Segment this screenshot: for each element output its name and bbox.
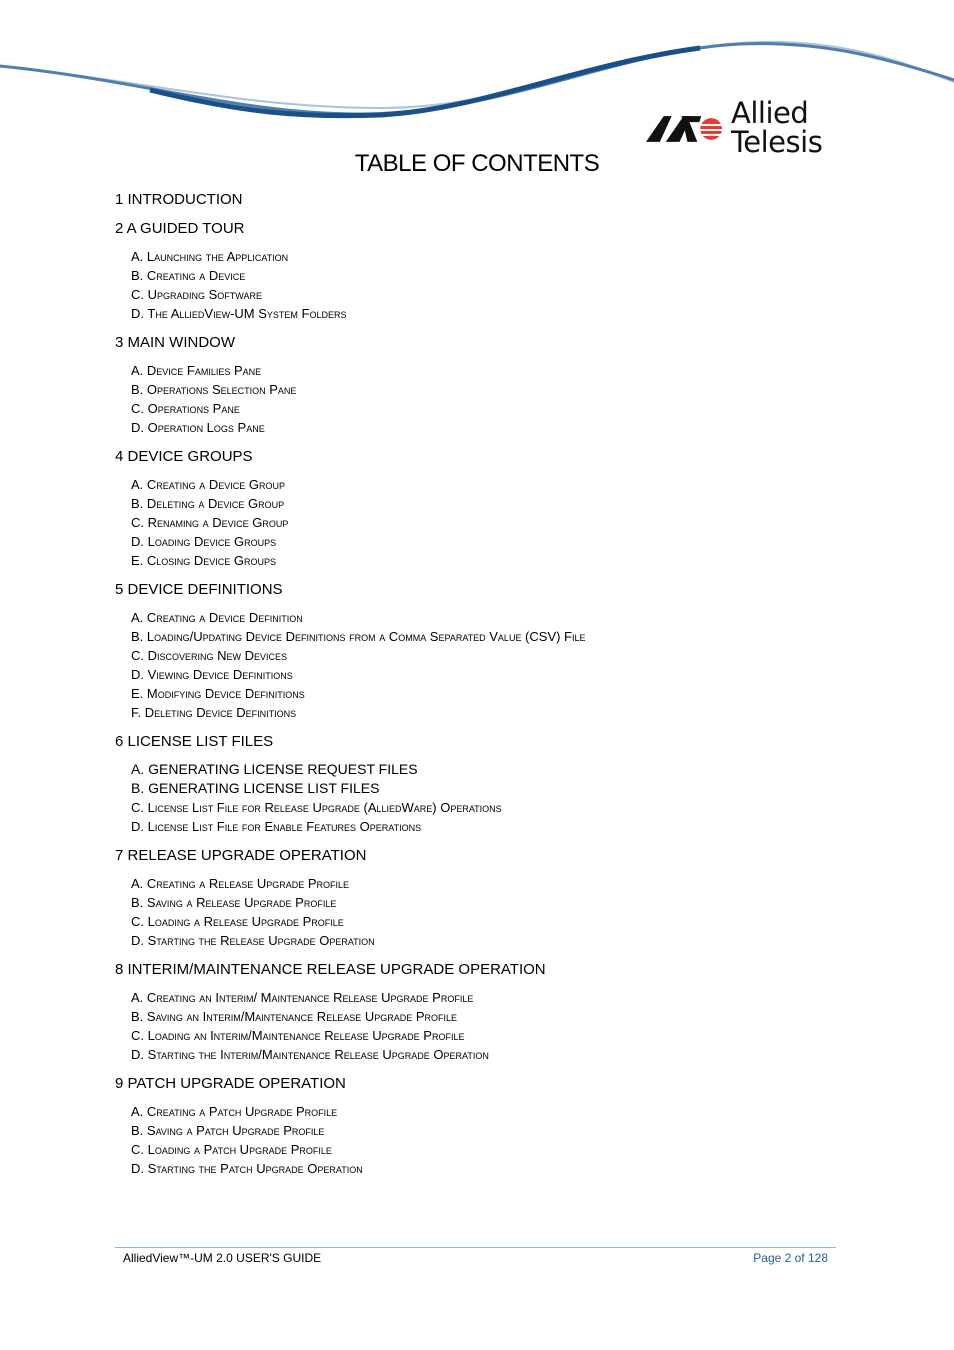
- toc-section-heading[interactable]: 2 A GUIDED TOUR: [115, 220, 245, 237]
- toc-subsection-list: [115, 874, 855, 950]
- toc-section: [115, 579, 855, 731]
- toc-entry[interactable]: E. Closing Device Groups: [131, 553, 277, 568]
- toc-section: [115, 189, 855, 218]
- toc-section-heading[interactable]: 8 INTERIM/MAINTENANCE RELEASE UPGRADE OPERATION: [115, 961, 546, 978]
- toc-entry[interactable]: A. Creating a Device Definition: [131, 610, 303, 625]
- section-spacer: [115, 323, 855, 332]
- toc-entry[interactable]: C. Loading a Release Upgrade Profile: [131, 914, 344, 929]
- footer-divider: [115, 1247, 836, 1248]
- toc-section-heading[interactable]: 7 RELEASE UPGRADE OPERATION: [115, 847, 367, 864]
- toc-entry[interactable]: D. Starting the Interim/Maintenance Release Upgrade Operation: [131, 1047, 489, 1062]
- section-spacer: [115, 836, 855, 845]
- section-spacer: [115, 950, 855, 959]
- toc-entry[interactable]: B. Saving a Release Upgrade Profile: [131, 895, 337, 910]
- toc-section: [115, 731, 855, 845]
- toc-entry[interactable]: D. The AlliedView-UM System Folders: [131, 306, 347, 321]
- toc-entry[interactable]: A. Creating an Interim/ Maintenance Release Upgrade Profile: [131, 990, 474, 1005]
- toc-entry[interactable]: B. Operations Selection Pane: [131, 382, 297, 397]
- toc-section-heading[interactable]: 9 PATCH UPGRADE OPERATION: [115, 1075, 346, 1092]
- toc-entry[interactable]: B. Saving an Interim/Maintenance Release Upgrade Profile: [131, 1009, 458, 1024]
- toc-entry[interactable]: C. Renaming a Device Group: [131, 515, 289, 530]
- toc-entry[interactable]: A. Device Families Pane: [131, 363, 262, 378]
- toc-section: [115, 446, 855, 579]
- toc-entry[interactable]: D. License List File for Enable Features Operations: [131, 819, 422, 834]
- toc-entry[interactable]: B. Loading/Updating Device Definitions from a Comma Separated Value (CSV) File: [131, 629, 586, 644]
- allied-telesis-mark-icon: [646, 112, 723, 144]
- toc-section-heading[interactable]: 6 LICENSE LIST FILES: [115, 733, 274, 750]
- brand-logo: [646, 96, 906, 159]
- toc-section-heading[interactable]: 3 MAIN WINDOW: [115, 334, 235, 351]
- toc-entry[interactable]: B. Deleting a Device Group: [131, 496, 285, 511]
- toc-entry[interactable]: D. Viewing Device Definitions: [131, 667, 293, 682]
- toc-entry[interactable]: D. Operation Logs Pane: [131, 420, 265, 435]
- toc-entry[interactable]: A. Launching the Application: [131, 249, 289, 264]
- toc-section: [115, 845, 855, 959]
- toc-section-heading[interactable]: 4 DEVICE GROUPS: [115, 448, 253, 465]
- toc-subsection-list: [115, 475, 855, 570]
- toc-entry[interactable]: A. Creating a Patch Upgrade Profile: [131, 1104, 338, 1119]
- section-spacer: [115, 1064, 855, 1073]
- toc-entry[interactable]: D. Starting the Release Upgrade Operation: [131, 933, 375, 948]
- toc-subsection-list: [115, 988, 855, 1064]
- section-spacer: [115, 570, 855, 579]
- toc-subsection-list: [115, 1102, 855, 1178]
- footer-page-number: Page 2 of 128: [753, 1251, 828, 1265]
- toc-section-heading[interactable]: 1 INTRODUCTION: [115, 191, 243, 208]
- toc-section: [115, 1073, 855, 1187]
- toc-section: [115, 959, 855, 1073]
- toc-subsection-list: [115, 760, 855, 836]
- toc-entry[interactable]: F. Deleting Device Definitions: [131, 705, 297, 720]
- toc-entry[interactable]: B. Saving a Patch Upgrade Profile: [131, 1123, 325, 1138]
- toc-entry[interactable]: C. Operations Pane: [131, 401, 240, 416]
- toc-entry[interactable]: C. Loading a Patch Upgrade Profile: [131, 1142, 332, 1157]
- brand-name: Allied Telesis: [731, 96, 823, 159]
- toc-entry[interactable]: C. Upgrading Software: [131, 287, 262, 302]
- toc-entry[interactable]: A. Creating a Release Upgrade Profile: [131, 876, 350, 891]
- section-spacer: [115, 722, 855, 731]
- toc-entry[interactable]: B. GENERATING LICENSE LIST FILES: [131, 780, 380, 796]
- toc-subsection-list: [115, 608, 855, 722]
- section-spacer: [115, 437, 855, 446]
- toc-entry[interactable]: B. Creating a Device: [131, 268, 246, 283]
- footer-document-title: AlliedView™-UM 2.0 USER'S GUIDE: [123, 1251, 322, 1265]
- toc-entry[interactable]: C. Discovering New Devices: [131, 648, 288, 663]
- table-of-contents: [115, 189, 855, 1187]
- toc-section: [115, 218, 855, 332]
- toc-entry[interactable]: C. License List File for Release Upgrade (AlliedWare) Operations: [131, 800, 502, 815]
- toc-entry[interactable]: A. GENERATING LICENSE REQUEST FILES: [131, 761, 418, 777]
- toc-subsection-list: [115, 361, 855, 437]
- toc-section: [115, 332, 855, 446]
- toc-entry[interactable]: A. Creating a Device Group: [131, 477, 285, 492]
- toc-subsection-list: [115, 247, 855, 323]
- toc-entry[interactable]: D. Loading Device Groups: [131, 534, 277, 549]
- toc-entry[interactable]: D. Starting the Patch Upgrade Operation: [131, 1161, 363, 1176]
- toc-section-heading[interactable]: 5 DEVICE DEFINITIONS: [115, 581, 283, 598]
- toc-entry[interactable]: C. Loading an Interim/Maintenance Release Upgrade Profile: [131, 1028, 465, 1043]
- page-title: TABLE OF CONTENTS: [354, 150, 600, 177]
- toc-entry[interactable]: E. Modifying Device Definitions: [131, 686, 305, 701]
- section-spacer: [115, 1178, 855, 1187]
